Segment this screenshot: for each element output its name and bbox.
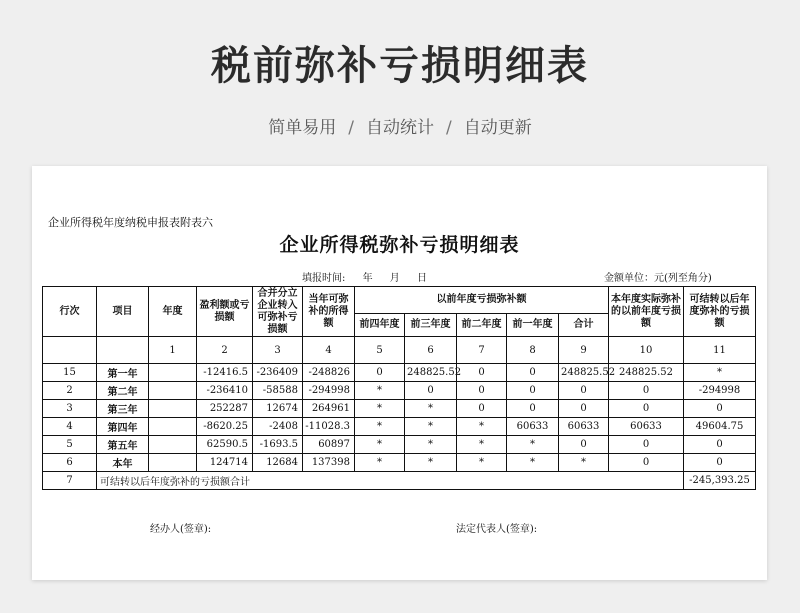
cell-year	[149, 400, 197, 418]
cell-prior-2: *	[457, 454, 507, 472]
cell-merged-transfer: -1693.5	[253, 436, 303, 454]
cell-item: 第一年	[97, 364, 149, 382]
col-current-year-loss: 当年可弥补的所得额	[303, 287, 355, 337]
cell-prior-3: *	[405, 454, 457, 472]
amount-unit: 金额单位：元(列至角分)	[604, 273, 712, 284]
table-row	[43, 364, 756, 382]
column-number: 4	[303, 337, 355, 364]
fill-month: 月	[389, 273, 400, 284]
column-number: 5	[355, 337, 405, 364]
cell-this-year-actual: 0	[609, 382, 684, 400]
col-this-year-actual: 本年度实际弥补的以前年度亏损额	[609, 287, 684, 337]
cell-merged-transfer: -236409	[253, 364, 303, 382]
fill-year: 年	[362, 273, 373, 284]
cell-line: 6	[43, 454, 97, 472]
cell-line: 3	[43, 400, 97, 418]
cell-year	[149, 418, 197, 436]
cell-item: 第三年	[97, 400, 149, 418]
cell-prior-1: 0	[507, 400, 559, 418]
col-prior-group: 以前年度亏损弥补额	[355, 287, 609, 314]
cell-prior-2: 0	[457, 364, 507, 382]
cell-line: 2	[43, 382, 97, 400]
col-carry-forward: 可结转以后年度弥补的亏损额	[684, 287, 756, 337]
column-number: 9	[559, 337, 609, 364]
cell-subtotal: *	[559, 454, 609, 472]
cell-prior-3: 248825.52	[405, 364, 457, 382]
cell-line: 4	[43, 418, 97, 436]
total-label: 可结转以后年度弥补的亏损额合计	[97, 472, 684, 490]
col-prior-3: 前三年度	[405, 314, 457, 337]
subtitle-separator: /	[446, 118, 452, 138]
col-merged-transfer: 合并分立企业转入可弥补亏损额	[253, 287, 303, 337]
cell-prior-1: 60633	[507, 418, 559, 436]
cell-profit-or-loss: 124714	[197, 454, 253, 472]
page-subtitle	[0, 113, 800, 138]
cell-subtotal: 0	[559, 382, 609, 400]
total-row	[43, 472, 756, 490]
col-prior-1: 前一年度	[507, 314, 559, 337]
cell-prior-2: 0	[457, 400, 507, 418]
subtitle-separator: /	[348, 118, 354, 138]
table-row	[43, 436, 756, 454]
column-number: 7	[457, 337, 507, 364]
cell-year	[149, 364, 197, 382]
document-sheet	[32, 166, 767, 580]
cell-this-year-actual: 60633	[609, 418, 684, 436]
cell-prior-3: *	[405, 436, 457, 454]
cell-prior-2: *	[457, 418, 507, 436]
cell-current-year-loss: -248826	[303, 364, 355, 382]
column-number: 11	[684, 337, 756, 364]
col-year: 年度	[149, 287, 197, 337]
cell-line: 5	[43, 436, 97, 454]
cell-prior-1: *	[507, 436, 559, 454]
cell-profit-or-loss: -8620.25	[197, 418, 253, 436]
column-number: 8	[507, 337, 559, 364]
cell-prior-4: 0	[355, 364, 405, 382]
cell-carry-forward: 49604.75	[684, 418, 756, 436]
cell-profit-or-loss: 62590.5	[197, 436, 253, 454]
col-subtotal: 合计	[559, 314, 609, 337]
col-item: 项目	[97, 287, 149, 337]
cell-merged-transfer: -58588	[253, 382, 303, 400]
cell-prior-4: *	[355, 436, 405, 454]
cell-subtotal: 0	[559, 436, 609, 454]
cell-prior-4: *	[355, 400, 405, 418]
cell-this-year-actual: 0	[609, 454, 684, 472]
cell-subtotal: 60633	[559, 418, 609, 436]
page-title: 税前弥补亏损明细表	[211, 43, 589, 89]
cell-year	[149, 382, 197, 400]
cell-this-year-actual: 0	[609, 436, 684, 454]
signature-handler: 经办人(签章):	[150, 524, 212, 535]
fill-day: 日	[416, 273, 427, 284]
cell-this-year-actual: 248825.52	[609, 364, 684, 382]
subtitle-item: 自动更新	[463, 118, 532, 138]
table-row	[43, 400, 756, 418]
cell-carry-forward: 0	[684, 400, 756, 418]
cell-this-year-actual: 0	[609, 400, 684, 418]
signature-legal: 法定代表人(签章):	[456, 524, 538, 535]
cell-item: 第五年	[97, 436, 149, 454]
fill-time	[302, 269, 441, 284]
total-value: -245,393.25	[684, 472, 756, 490]
cell-subtotal: 0	[559, 400, 609, 418]
cell-current-year-loss: 264961	[303, 400, 355, 418]
cell-current-year-loss: 137398	[303, 454, 355, 472]
cell-item: 第二年	[97, 382, 149, 400]
table-row	[43, 382, 756, 400]
cell-prior-2: 0	[457, 382, 507, 400]
cell-profit-or-loss: 252287	[197, 400, 253, 418]
table-row	[43, 418, 756, 436]
cell-prior-4: *	[355, 418, 405, 436]
cell-prior-1: 0	[507, 382, 559, 400]
cell-carry-forward: *	[684, 364, 756, 382]
cell-merged-transfer: 12684	[253, 454, 303, 472]
loss-table	[42, 286, 756, 490]
cell-prior-3: *	[405, 400, 457, 418]
cell-year	[149, 436, 197, 454]
total-line: 7	[43, 472, 97, 490]
col-prior-2: 前二年度	[457, 314, 507, 337]
cell-subtotal: 248825.52	[559, 364, 609, 382]
column-number: 10	[609, 337, 684, 364]
fill-time-label: 填报时间:	[302, 273, 346, 284]
cell-profit-or-loss: -12416.5	[197, 364, 253, 382]
cell-profit-or-loss: -236410	[197, 382, 253, 400]
annex-label: 企业所得税年度纳税申报表附表六	[48, 216, 213, 229]
cell-item: 第四年	[97, 418, 149, 436]
table-row	[43, 454, 756, 472]
col-prior-4: 前四年度	[355, 314, 405, 337]
cell-prior-1: 0	[507, 364, 559, 382]
column-number-blank	[43, 337, 97, 364]
column-number: 6	[405, 337, 457, 364]
col-line-no: 行次	[43, 287, 97, 337]
cell-prior-3: 0	[405, 382, 457, 400]
cell-prior-3: *	[405, 418, 457, 436]
cell-current-year-loss: -11028.3	[303, 418, 355, 436]
cell-prior-1: *	[507, 454, 559, 472]
cell-prior-4: *	[355, 382, 405, 400]
cell-merged-transfer: -2408	[253, 418, 303, 436]
cell-line: 15	[43, 364, 97, 382]
cell-carry-forward: 0	[684, 436, 756, 454]
subtitle-item: 简单易用	[268, 118, 337, 138]
cell-carry-forward: 0	[684, 454, 756, 472]
cell-current-year-loss: 60897	[303, 436, 355, 454]
column-number: 2	[197, 337, 253, 364]
cell-merged-transfer: 12674	[253, 400, 303, 418]
subtitle-item: 自动统计	[366, 118, 434, 138]
column-number: 1	[149, 337, 197, 364]
cell-prior-2: *	[457, 436, 507, 454]
cell-current-year-loss: -294998	[303, 382, 355, 400]
col-profit-or-loss: 盈利额或亏损额	[197, 287, 253, 337]
cell-item: 本年	[97, 454, 149, 472]
column-number-blank	[97, 337, 149, 364]
cell-prior-4: *	[355, 454, 405, 472]
cell-year	[149, 454, 197, 472]
form-title: 企业所得税弥补亏损明细表	[279, 234, 520, 256]
cell-carry-forward: -294998	[684, 382, 756, 400]
column-number: 3	[253, 337, 303, 364]
